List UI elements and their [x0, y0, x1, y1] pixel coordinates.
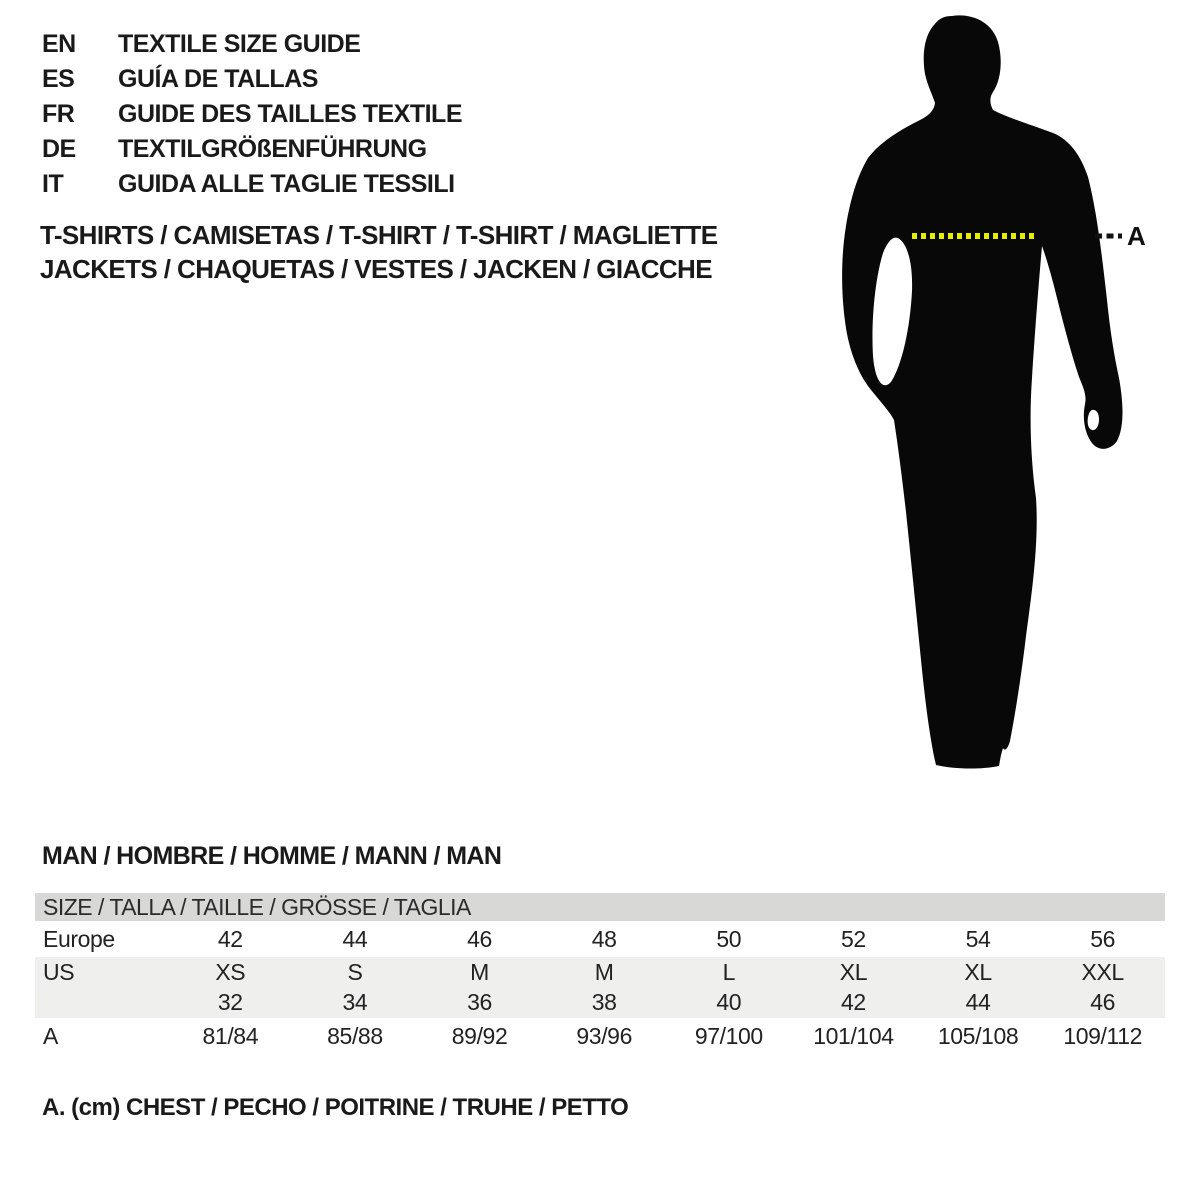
table-row-europe: [35, 921, 1165, 957]
table-cell: M: [594, 958, 614, 985]
language-title: TEXTILGRÖßENFÜHRUNG: [118, 135, 427, 163]
language-row-it: [42, 167, 462, 202]
table-cell: 109/112: [1063, 1023, 1142, 1049]
table-cell: 42: [217, 925, 243, 952]
language-code: DE: [42, 135, 76, 163]
table-cell: XXL: [1081, 958, 1124, 985]
table-row-us: [35, 957, 1165, 987]
language-title: GUIDA ALLE TAGLIE TESSILI: [118, 170, 455, 198]
row-label: [35, 987, 168, 1018]
table-cell: 40: [716, 989, 742, 1015]
table-cell: 93/96: [576, 1023, 632, 1049]
measurement-footnote: A. (cm) CHEST / PECHO / POITRINE / TRUHE / PETTO: [42, 1094, 629, 1121]
language-row-en: [42, 27, 462, 62]
language-row-fr: [42, 97, 462, 132]
table-cell: 56: [1090, 925, 1116, 952]
table-row-numeric: [35, 987, 1165, 1018]
table-cell: 89/92: [451, 1023, 508, 1049]
table-cell: 54: [965, 925, 991, 952]
table-cell: 52: [841, 925, 866, 952]
table-cell: 105/108: [937, 1023, 1019, 1049]
table-cell: 46: [1090, 989, 1116, 1015]
language-code: EN: [42, 30, 76, 58]
table-cell: M: [470, 958, 489, 985]
row-label: A: [43, 1023, 58, 1049]
table-cell: 32: [217, 989, 243, 1015]
table-cell: 50: [716, 925, 742, 952]
table-cell: 46: [467, 925, 492, 952]
language-title: TEXTILE SIZE GUIDE: [118, 30, 361, 58]
table-cell: L: [722, 958, 736, 985]
table-cell: 48: [591, 925, 617, 952]
table-cell: 97/100: [694, 1023, 763, 1049]
table-cell: 34: [342, 989, 368, 1015]
category-lines: [40, 218, 718, 286]
table-cell: 38: [591, 989, 617, 1015]
language-code: IT: [42, 170, 64, 198]
table-cell: XL: [964, 958, 992, 985]
language-code: ES: [42, 65, 75, 93]
table-row-chest-a: [35, 1018, 1165, 1055]
size-table-header: SIZE / TALLA / TAILLE / GRÖSSE / TAGLIA: [35, 893, 1165, 921]
table-cell: 44: [342, 925, 368, 952]
language-row-de: [42, 132, 462, 167]
row-label: US: [43, 958, 75, 985]
language-title: GUIDE DES TAILLES TEXTILE: [118, 100, 463, 128]
table-cell: XS: [215, 958, 246, 985]
language-title: GUÍA DE TALLAS: [118, 65, 318, 93]
size-table-container: [35, 893, 1165, 1055]
language-row-es: [42, 62, 462, 97]
language-code: FR: [42, 100, 75, 128]
language-title-list: [42, 27, 462, 202]
table-cell: 85/88: [327, 1023, 383, 1049]
man-silhouette-figure: [820, 8, 1160, 798]
table-cell: 81/84: [202, 1023, 259, 1049]
table-cell: 36: [467, 989, 492, 1015]
table-cell: XL: [839, 958, 868, 985]
row-label: Europe: [43, 925, 115, 952]
size-table: [35, 921, 1165, 1055]
table-cell: 44: [965, 989, 991, 1015]
measure-label-a: A: [1127, 221, 1146, 251]
category-line-jackets: JACKETS / CHAQUETAS / VESTES / JACKEN / GIACCHE: [40, 254, 712, 284]
gender-section-title: MAN / HOMBRE / HOMME / MANN / MAN: [42, 842, 502, 870]
man-silhouette: [842, 15, 1122, 768]
category-line-tshirts: T-SHIRTS / CAMISETAS / T-SHIRT / T-SHIRT / MAGLIETTE: [40, 220, 718, 250]
table-cell: S: [347, 958, 363, 985]
table-cell: 101/104: [813, 1023, 894, 1049]
table-cell: 42: [841, 989, 866, 1015]
